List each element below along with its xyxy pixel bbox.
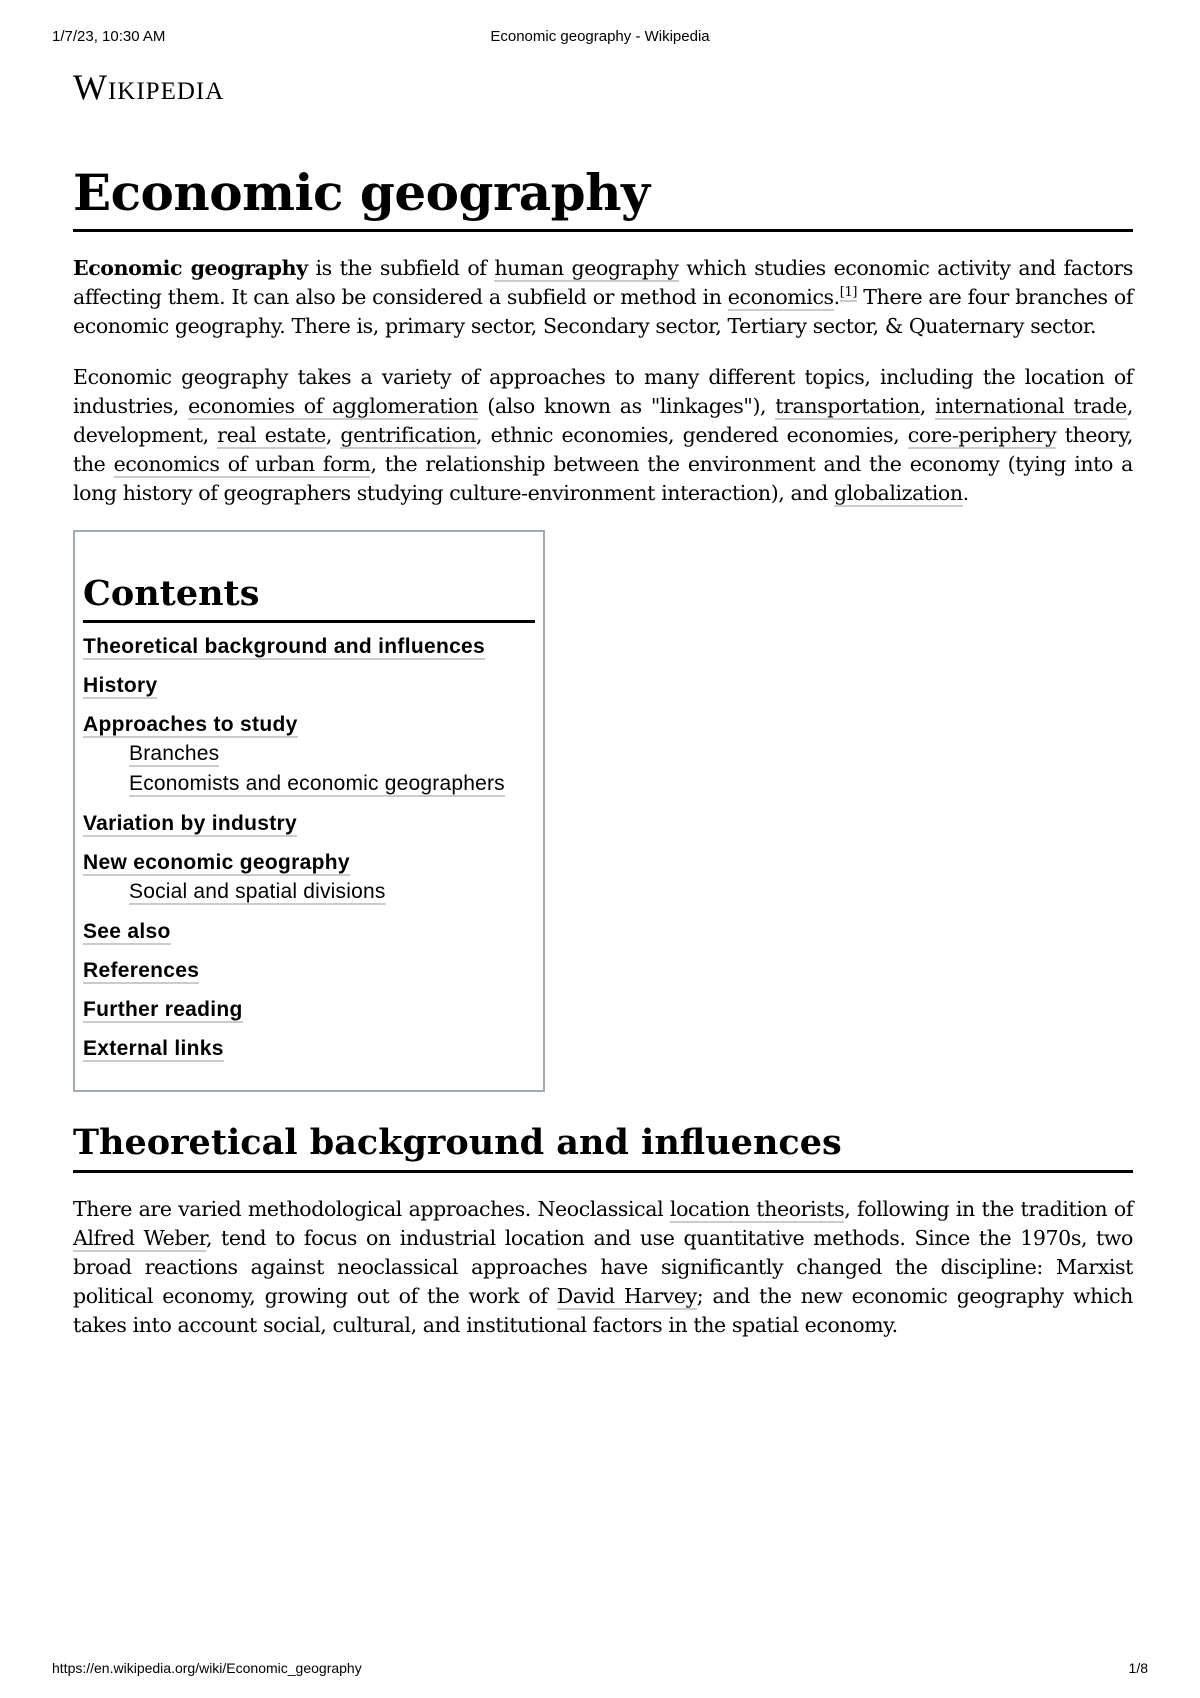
intro-paragraph-1 [73,254,1133,341]
toc-item [83,957,535,985]
text-run: There are varied methodological approaches. Neoclassical [73,1197,670,1221]
toc-subitem [83,877,535,907]
toc-link-social-spatial-divisions[interactable]: Social and spatial divisions [129,880,386,903]
toc-link-economists[interactable]: Economists and economic geographers [129,772,505,795]
text-run: theory, the [73,423,1134,476]
page-title: Economic geography [73,167,1133,232]
toc-item [83,810,535,838]
text-run: , [919,394,935,418]
text-run: is the subfield of [307,256,495,280]
text-run: . [962,481,969,505]
link-economics-of-urban-form[interactable]: economics of urban form [113,452,371,476]
link-alfred-weber[interactable]: Alfred Weber [73,1226,206,1250]
wikipedia-logo[interactable]: Wikipedia [73,67,225,107]
toc-list [83,633,535,1063]
print-datetime: 1/7/23, 10:30 AM [52,28,166,45]
text-run: ; and the new economic geography which takes into account social, cultural, and institutional factors in the spatial economy. [73,1284,1133,1337]
print-page-number: 1/8 [1128,1660,1148,1676]
toc-link-branches[interactable]: Branches [129,742,220,765]
toc-item [83,633,535,661]
print-url: https://en.wikipedia.org/wiki/Economic_geography [52,1660,362,1676]
toc-item [83,849,535,877]
toc-item [83,996,535,1024]
toc-item [83,918,535,946]
toc-subitem [83,769,535,799]
intro-paragraph-2 [73,363,1133,508]
link-human-geography[interactable]: human geography [494,256,679,280]
table-of-contents [73,530,545,1092]
print-header [0,28,1200,48]
toc-link-theoretical-background[interactable]: Theoretical background and influences [83,635,486,658]
toc-link-external-links[interactable]: External links [83,1037,224,1060]
link-real-estate[interactable]: real estate [217,423,326,447]
article-content [73,65,1133,1340]
text-run: There are four branches of economic geography. There is, primary sector, Secondary sector, Tertiary sector, & Quaternary sector. [73,285,1134,338]
link-economics[interactable]: economics [727,285,834,309]
toc-item [83,672,535,700]
text-run: (also known as "linkages"), [478,394,776,418]
print-footer [0,1660,1200,1680]
toc-link-variation-by-industry[interactable]: Variation by industry [83,812,298,835]
toc-link-references[interactable]: References [83,959,200,982]
print-page-title: Economic geography - Wikipedia [490,28,710,45]
link-globalization[interactable]: globalization [834,481,963,505]
toc-link-further-reading[interactable]: Further reading [83,998,243,1021]
toc-link-history[interactable]: History [83,674,158,697]
toc-link-new-economic-geography[interactable]: New economic geography [83,851,350,874]
text-run: which studies economic activity and factors affecting them. It can also be considered a subfield or method in [73,256,1134,309]
text-run: , [325,423,341,447]
bold-term: Economic geography [73,256,308,280]
link-location-theorists[interactable]: location theorists [669,1197,845,1221]
text-run: , development, [73,394,1134,447]
text-run: Economic geography takes a variety of approaches to many different topics, including the location of industries, [73,365,1133,418]
text-run: , the relationship between the environment and the economy (tying into a long history of geographers studying culture-environment interaction), and [73,452,1133,505]
reference-link-1[interactable]: [1] [839,285,858,301]
text-run: , tend to focus on industrial location and use quantitative methods. Since the 1970s, two broad reactions against neoclassical approaches have significantly changed the discipline: Marxist political economy, growing out of the work of [73,1226,1133,1308]
link-david-harvey[interactable]: David Harvey [556,1284,697,1308]
toc-link-approaches-to-study[interactable]: Approaches to study [83,713,298,736]
text-run: , following in the tradition of [844,1197,1134,1221]
link-international-trade[interactable]: international trade [934,394,1127,418]
link-transportation[interactable]: transportation [775,394,920,418]
toc-item [83,1035,535,1063]
section-heading-theoretical: Theoretical background and influences [73,1122,1133,1173]
section-paragraph-1 [73,1195,1133,1340]
text-run: . [833,285,840,309]
link-core-periphery[interactable]: core-periphery [907,423,1057,447]
link-economies-of-agglomeration[interactable]: economies of agglomeration [188,394,479,418]
toc-subitem [83,739,535,769]
text-run: , ethnic economies, gendered economies, [476,423,908,447]
toc-link-see-also[interactable]: See also [83,920,171,943]
toc-heading: Contents [83,574,535,623]
link-gentrification[interactable]: gentrification [340,423,477,447]
toc-item [83,711,535,739]
